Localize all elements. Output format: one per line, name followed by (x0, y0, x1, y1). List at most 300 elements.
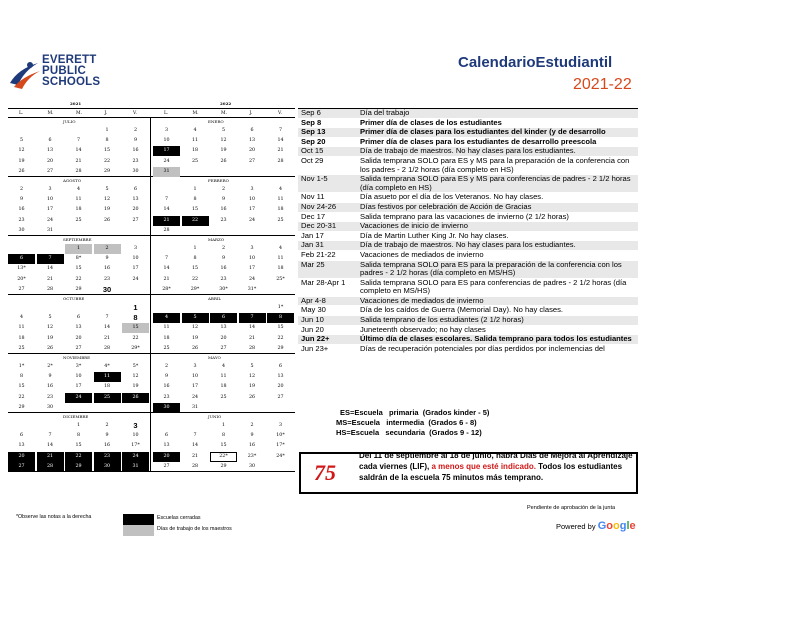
calendar-day: 28* (162, 286, 171, 292)
calendar-day (37, 244, 64, 254)
calendar-day (267, 226, 294, 236)
month-name: NOVIEMBRE (63, 355, 91, 360)
calendar-day: 2 (221, 246, 226, 251)
calendar-day: 16 (163, 384, 170, 390)
calendar-day: 18 (191, 148, 199, 154)
calendar-day: 20* (17, 276, 26, 282)
event-text: Primer día de clases de los estudiantes (360, 117, 502, 127)
calendar-day: 2 (164, 364, 169, 369)
event-date: Jun 22+ (301, 334, 330, 344)
calendar-day: 6 (8, 254, 35, 264)
calendar-day: 1 (221, 423, 226, 428)
event-row (298, 157, 638, 175)
event-row (298, 345, 638, 355)
calendar-day: 15 (103, 148, 111, 154)
calendar-day: 10 (248, 256, 256, 262)
calendar-day (239, 303, 266, 313)
weekday-label: M. (221, 111, 228, 116)
month-name: SEPTIEMBRE (63, 237, 92, 242)
calendar-day: 15 (220, 443, 227, 449)
event-date: Jan 17 (301, 230, 324, 240)
month-name: ENERO (208, 119, 224, 124)
calendar-day: 26 (220, 158, 227, 164)
event-date: May 30 (301, 305, 326, 315)
calendar-day: 13* (17, 266, 26, 272)
calendar-day: 18 (103, 384, 111, 390)
calendar-day: 10 (191, 374, 199, 380)
calendar-day: 21 (153, 216, 180, 226)
calendar-day: 16 (220, 266, 227, 272)
powered-by-label: Powered by (556, 522, 596, 531)
calendar-day: 21 (191, 453, 199, 459)
calendar-day: 12 (18, 148, 25, 154)
calendar-day: 22 (277, 335, 284, 341)
event-text: Vacaciones de mediados de invierno (360, 295, 484, 305)
calendar-day (153, 303, 180, 313)
calendar-day: 1* (18, 364, 25, 369)
calendar-day: 3 (250, 246, 254, 251)
calendar-day: 10 (75, 374, 82, 380)
calendar-day: 24 (122, 452, 149, 462)
month-name: ABRIL (208, 296, 222, 301)
event-date: Feb 21-22 (301, 249, 336, 259)
calendar-day: 23 (132, 158, 139, 164)
calendar-day: 14 (75, 148, 82, 154)
calendar-day: 25 (277, 217, 284, 223)
event-text: Primer día de clases para los estudiantes del kinder (y de desarrollo (360, 127, 606, 137)
calendar-day: 4 (19, 315, 24, 321)
event-row (298, 261, 638, 279)
calendar-day: 31* (247, 286, 257, 292)
calendar-day (239, 403, 266, 413)
calendar-day: 10* (276, 433, 285, 439)
calendar-day (8, 244, 35, 254)
calendar-day: 21 (103, 335, 111, 341)
year-left: 2021 (70, 101, 82, 106)
calendar-day (122, 285, 149, 295)
calendar-day: 22 (18, 394, 25, 400)
calendar-day (239, 167, 266, 177)
calendar-day (65, 303, 92, 313)
calendar-day: 25 (191, 158, 199, 164)
event-text: Salida temprana SOLO para ES y MS para la preparación de la conferencia con los padres - 2 1/2 horas (día completo en HS) (360, 155, 630, 174)
logo-line-3: SCHOOLS (42, 76, 101, 88)
calendar-day: 22 (65, 452, 92, 462)
weekday-label: J. (249, 111, 253, 116)
calendar-day: 9 (164, 374, 169, 380)
calendar-day: 27 (46, 168, 54, 174)
calendar-day: 14 (103, 325, 111, 331)
calendar-day: 27 (18, 286, 25, 292)
calendar-day: 27 (163, 463, 170, 469)
calendar-day: 23* (247, 453, 257, 459)
calendar-day: 17 (248, 207, 256, 213)
calendar-day: 24 (132, 276, 139, 282)
calendar-day: 6 (210, 313, 237, 323)
calendar-day: 20 (132, 207, 139, 213)
calendar-day: 11 (94, 372, 121, 382)
calendar-day: 3* (75, 364, 82, 369)
calendar-day: 5 (48, 315, 52, 321)
event-text: Juneteenth observado; no hay clases (360, 324, 486, 334)
calendar-day: 9 (48, 374, 52, 380)
calendar-day: 12 (191, 325, 199, 331)
calendar-day: 15 (191, 207, 199, 213)
calendar-day: 27 (75, 345, 82, 351)
calendar-day: 12 (132, 374, 139, 380)
calendar-day: 1 (133, 303, 138, 312)
calendar-day: 29 (220, 463, 227, 469)
calendar-day: 5 (182, 313, 209, 323)
legend-closed-label: Escuelas cerradas (157, 515, 201, 521)
calendar-day: 20 (248, 148, 256, 154)
calendar-day (267, 462, 294, 472)
calendar-day: 2 (94, 244, 121, 254)
school-levels-legend (336, 408, 489, 438)
calendar-day: 22 (182, 216, 209, 226)
calendar-day: 21 (277, 148, 284, 154)
calendar-day: 9 (105, 256, 109, 262)
calendar-day: 21 (248, 335, 256, 341)
calendar-day: 24 (46, 217, 54, 223)
calendar-day: 30* (219, 286, 228, 292)
calendar-day: 30 (46, 404, 54, 410)
event-text: Días de recuperación potenciales por días perdidos por inclemencias del (360, 343, 605, 353)
calendar-day: 4 (76, 187, 81, 192)
month-block (8, 177, 295, 236)
calendar-day: 14 (163, 207, 170, 213)
calendar-day: 30 (102, 284, 112, 294)
calendar-day: 26 (122, 393, 149, 403)
calendar-day (239, 226, 266, 236)
logo-line-1: EVERETT (42, 54, 97, 66)
calendar-day: 27 (8, 462, 35, 472)
calendar-day: 31 (122, 462, 149, 472)
event-date: Jun 10 (301, 315, 324, 325)
calendar-day: 29* (131, 345, 140, 351)
calendar-day: 20 (46, 158, 54, 164)
calendar-day: 14 (46, 266, 54, 272)
calendar-day: 28 (191, 463, 199, 469)
calendar-day: 17 (153, 146, 180, 156)
calendar-day: 5 (221, 128, 226, 133)
calendar-day (210, 167, 237, 177)
calendar-day: 31 (46, 227, 54, 233)
event-text: Salida temprana SOLO para ES y MS para conferencias de padres - 2 1/2 horas (día completo en HS) (360, 174, 631, 192)
calendar-day (8, 303, 35, 313)
calendar-day (267, 403, 294, 413)
calendar-day: 17 (75, 384, 82, 390)
calendar-day: 30 (94, 462, 121, 472)
month-name: MAYO (208, 355, 221, 360)
calendar-day: 8 (76, 433, 81, 439)
calendar-day: 13 (277, 374, 284, 380)
calendar-day: 13 (248, 138, 256, 144)
calendar-day: 2 (133, 128, 138, 133)
calendar-day: 7 (105, 315, 109, 321)
calendar-day: 27 (248, 158, 256, 164)
month-block (8, 295, 295, 354)
calendar-day: 24 (248, 276, 256, 282)
calendar-day: 13 (220, 325, 227, 331)
calendar-day: 4 (221, 364, 226, 369)
calendar-day: 25 (18, 345, 25, 351)
calendar-day: 5 (105, 187, 109, 192)
calendar-day: 11 (277, 197, 284, 203)
calendar-day: 19 (191, 335, 199, 341)
weekday-label: V. (278, 111, 282, 116)
calendar-day: 30 (132, 168, 139, 174)
event-date: Nov 24-26 (301, 201, 337, 211)
google-logo-icon: Google (597, 520, 636, 532)
calendar-day: 12 (46, 325, 54, 331)
calendar-day (37, 421, 64, 431)
calendar-day: 16 (248, 443, 256, 449)
calendar-day: 1* (277, 305, 284, 310)
calendar-day: 24 (191, 394, 199, 400)
calendar-day: 18 (163, 335, 170, 341)
calendar-day: 19 (220, 148, 227, 154)
calendar-day: 21 (37, 452, 64, 462)
calendar-day: 26 (248, 394, 256, 400)
calendar-day: 26 (18, 168, 25, 174)
calendar-day: 19 (132, 384, 139, 390)
calendar-day: 19 (18, 158, 25, 164)
divider (150, 177, 151, 235)
powered-by-google (556, 520, 636, 532)
calendar-day (153, 421, 180, 431)
calendar-day: 23 (46, 394, 54, 400)
month-name: FEBRERO (208, 178, 229, 183)
calendar-day: 21 (75, 158, 82, 164)
calendar-day (37, 303, 64, 313)
month-block (8, 236, 295, 295)
event-date: Oct 29 (301, 155, 324, 165)
calendar-day: 3 (278, 423, 283, 428)
month-name: DICIEMBRE (63, 414, 89, 419)
calendar-day: 17 (46, 207, 54, 213)
calendar-day: 28 (103, 345, 111, 351)
calendar-day: 17* (276, 443, 285, 449)
calendar-day: 13 (75, 325, 82, 331)
event-row (298, 175, 638, 193)
calendar-day (153, 244, 180, 254)
lif-text-end: Todos los estudiantes saldrán de la escuela 75 minutos más temprano. (359, 462, 623, 482)
event-row (298, 213, 638, 223)
calendar-day: 29 (103, 168, 111, 174)
calendar-day: 3 (133, 421, 138, 430)
calendar-day: 28 (75, 168, 82, 174)
weekday-label: V. (133, 111, 137, 116)
calendar-day: 9 (105, 433, 109, 439)
calendar-day (8, 126, 35, 136)
page-title: CalendarioEstudiantil (458, 54, 613, 71)
event-text: Último día de clases escolares. Salida temprano para todos los estudiantes (360, 334, 632, 344)
event-row (298, 279, 638, 297)
calendar-day: 16 (18, 207, 25, 213)
calendar-day: 18 (277, 266, 284, 272)
year-right: 2022 (220, 101, 232, 106)
calendar-day: 22 (103, 158, 111, 164)
event-text: Salida temprano para las vacaciones de invierno (2 1/2 horas) (360, 211, 569, 221)
calendar-day (8, 421, 35, 431)
calendar-day: 6 (48, 138, 52, 144)
calendar-day (182, 226, 209, 236)
calendar-day: 25 (75, 217, 82, 223)
divider (150, 354, 151, 412)
lif-text (359, 452, 638, 483)
calendar-day: 2 (105, 423, 109, 428)
calendar-day: 1 (65, 244, 92, 254)
year-row (8, 100, 295, 108)
calendar-grid (8, 100, 295, 472)
calendar-day: 8 (193, 256, 197, 262)
calendar-day: 2 (221, 187, 226, 192)
event-date: Sep 8 (301, 117, 322, 127)
events-list (298, 108, 638, 354)
calendar-day: 1 (76, 423, 81, 428)
calendar-day: 8 (19, 374, 24, 380)
calendar-day: 28 (37, 462, 64, 472)
calendar-day: 5 (250, 364, 254, 369)
event-date: Dec 20-31 (301, 221, 337, 231)
calendar-day: 23 (220, 217, 227, 223)
calendar-day: 15 (18, 384, 25, 390)
school-year: 2021-22 (573, 76, 632, 93)
calendar-day: 11 (191, 138, 199, 144)
calendar-day: 11 (75, 197, 82, 203)
event-text: Día del trabajo (360, 108, 410, 117)
event-text: Salida temprana SOLO para ES para conferencias de padres - 2 1/2 horas (día completo en MS/HS) (360, 277, 627, 296)
calendar-day: 12 (220, 138, 227, 144)
event-date: Apr 4-8 (301, 295, 326, 305)
calendar-day: 2 (250, 423, 254, 428)
calendar-day: 16 (132, 148, 139, 154)
calendar-day: 6 (19, 433, 24, 439)
month-block (8, 413, 295, 472)
event-text: Vacaciones de mediados de invierno (360, 249, 484, 259)
calendar-day: 15 (122, 323, 149, 333)
calendar-day: 22 (132, 335, 139, 341)
calendar-day (182, 167, 209, 177)
calendar-day: 30 (248, 463, 256, 469)
calendar-day: 29 (18, 404, 25, 410)
calendar-day: 5* (132, 364, 139, 369)
calendar-day: 11 (220, 374, 227, 380)
calendar-day (94, 303, 121, 313)
calendar-day: 30 (18, 227, 25, 233)
event-text: Salida temprano de los estudiantes (2 1/2 horas) (360, 315, 524, 325)
calendar-day: 16 (46, 384, 54, 390)
level-es: ES=Escuela primaria (Grados kinder - 5) (340, 408, 490, 417)
calendar-day: 14 (163, 266, 170, 272)
event-date: Sep 6 (301, 108, 321, 117)
calendar-day: 29* (190, 286, 200, 292)
month-name: JUNIO (208, 414, 222, 419)
calendar-day: 31 (153, 167, 180, 177)
calendar-day (182, 303, 209, 313)
calendar-day: 17 (132, 266, 139, 272)
calendar-day: 2 (19, 187, 24, 192)
calendar-day: 11 (18, 325, 25, 331)
calendar-day: 3 (250, 187, 254, 192)
weekday-label: L. (164, 111, 169, 116)
event-text: Día de Martin Luther King Jr. No hay clases. (360, 230, 509, 240)
calendar-day: 12 (248, 374, 256, 380)
calendar-day: 9 (250, 433, 254, 439)
calendar-day: 31 (191, 404, 199, 410)
calendar-day: 25 (163, 345, 170, 351)
legend-closed-swatch (123, 514, 154, 525)
calendar-day: 28 (46, 286, 54, 292)
calendar-day: 8 (133, 313, 138, 323)
calendar-day: 3 (193, 364, 197, 369)
calendar-day (153, 185, 180, 195)
calendar-day: 24 (65, 393, 92, 403)
month-block (8, 118, 295, 177)
event-date: Mar 25 (301, 259, 325, 269)
calendar-day: 6 (250, 128, 254, 133)
month-name: MARZO (208, 237, 225, 242)
calendar-day: 15 (191, 266, 199, 272)
calendar-day (267, 285, 294, 295)
pending-approval-note: Pendiente de aprobación de la junta (527, 505, 616, 511)
calendar-day: 27 (277, 394, 284, 400)
calendar-day: 29 (65, 462, 92, 472)
calendar-day: 23 (220, 276, 227, 282)
calendar-day: 23 (163, 394, 170, 400)
divider (150, 118, 151, 176)
calendar-day (122, 226, 149, 236)
calendar-day: 9 (221, 256, 226, 262)
calendar-day: 20 (277, 384, 284, 390)
calendar-day (65, 226, 92, 236)
calendar-day: 3 (48, 187, 52, 192)
calendar-day: 16 (220, 207, 227, 213)
event-date: Mar 28-Apr 1 (301, 277, 346, 287)
calendar-day: 2* (47, 364, 53, 369)
calendar-day (37, 126, 64, 136)
weekday-label: M. (76, 111, 83, 116)
event-text: Salida temprana SOLO para ES para la preparación de la conferencia con los padres - 2 1/2 horas (día completo en MS/HS) (360, 259, 622, 278)
calendar-day: 14 (191, 443, 199, 449)
calendar-day: 20 (153, 452, 180, 462)
event-text: Día de trabajo de maestros. No hay clases para los estudiantes. (360, 240, 576, 250)
event-date: Dec 17 (301, 211, 326, 221)
calendar-day: 10 (132, 433, 139, 439)
calendar-day: 26 (191, 345, 199, 351)
event-text: Día de los caídos de Guerra (Memorial Day). No hay clases. (360, 305, 564, 315)
calendar-day: 14 (46, 443, 54, 449)
calendar-day: 18 (18, 335, 25, 341)
weekday-header (8, 108, 295, 118)
event-text: Vacaciones de inicio de invierno (360, 221, 468, 231)
calendar-day: 16 (103, 266, 111, 272)
event-date: Nov 1-5 (301, 174, 328, 184)
calendar-day (210, 226, 237, 236)
calendar-day (267, 167, 294, 177)
calendar-day: 7 (164, 197, 169, 203)
calendar-day: 29 (277, 345, 284, 351)
calendar-day: 5 (19, 138, 24, 144)
weekday-label: M. (192, 111, 199, 116)
calendar-day: 3 (164, 128, 169, 133)
lif-notice (299, 452, 638, 494)
lif-text-main: Del 11 de septiembre al 18 de junio, habrá Días de Mejora al Aprendizaje cada viernes (LIF), (359, 452, 633, 471)
level-hs: HS=Escuela secundaria (Grados 9 - 12) (336, 428, 482, 437)
calendar-day: 28 (248, 345, 256, 351)
calendar-day: 13 (46, 148, 54, 154)
